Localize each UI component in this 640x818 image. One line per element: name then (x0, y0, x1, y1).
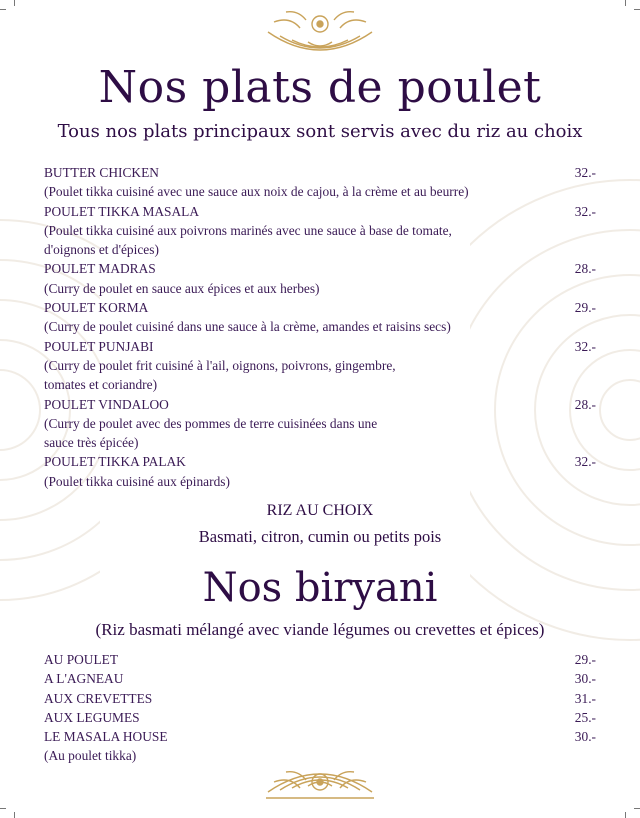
menu-item (44, 650, 596, 669)
crop-mark (0, 9, 6, 10)
dish-price: 28.- (574, 261, 596, 277)
menu-item-row (44, 337, 596, 356)
menu-item-row (44, 202, 596, 221)
menu-item (44, 298, 596, 337)
menu-item (44, 708, 596, 727)
dish-name: POULET TIKKA MASALA (44, 203, 199, 219)
dish-price: 32.- (574, 454, 596, 470)
dish-price: 32.- (574, 203, 596, 219)
dish-description: (Poulet tikka cuisiné aux poivrons marinés avec une sauce à base de tomate, d'oignons et d'épices) (44, 222, 452, 258)
menu-item (44, 452, 596, 491)
dish-name: POULET MADRAS (44, 261, 156, 277)
biryani-list (44, 650, 596, 766)
biryani-section-title: Nos biryani (202, 565, 438, 611)
dish-price: 29.- (574, 652, 596, 667)
dish-name: AU POULET (44, 652, 119, 667)
dish-name: POULET KORMA (44, 300, 149, 316)
rice-options: Basmati, citron, cumin ou petits pois (198, 527, 442, 546)
dish-description: (Poulet tikka cuisiné avec une sauce aux noix de cajou, à la crème et au beurre) (44, 184, 469, 200)
menu-item-row (44, 727, 596, 746)
menu-item-row (44, 452, 596, 471)
menu-item-row (44, 689, 596, 708)
dish-name: LE MASALA HOUSE (44, 729, 168, 745)
menu-item (44, 163, 596, 202)
dish-price: 25.- (574, 709, 596, 725)
menu-item (44, 259, 596, 298)
menu-item-row (44, 298, 596, 317)
menu-item (44, 337, 596, 395)
dish-description: (Curry de poulet frit cuisiné à l'ail, oignons, poivrons, gingembre, tomates et coriandre) (44, 357, 396, 393)
dish-price: 32.- (574, 165, 596, 180)
crop-mark (625, 812, 626, 818)
dish-price: 28.- (574, 396, 596, 412)
dish-name: POULET PUNJABI (44, 338, 154, 354)
dish-price: 30.- (574, 671, 596, 687)
dish-description: (Au poulet tikka) (44, 748, 137, 764)
menu-item-row (44, 259, 596, 278)
dish-name: POULET TIKKA PALAK (44, 454, 186, 470)
dish-price: 31.- (574, 690, 596, 706)
menu-item-row (44, 650, 596, 669)
crop-mark (625, 0, 626, 6)
crop-mark (14, 0, 15, 6)
rice-title: RIZ AU CHOIX (266, 502, 374, 519)
crop-mark (634, 808, 640, 809)
dish-name: A L'AGNEAU (44, 671, 124, 687)
menu-item-row (44, 395, 596, 414)
dish-name: AUX CREVETTES (44, 690, 153, 706)
menu-item-row (44, 163, 596, 182)
top-mandala-ornament (265, 0, 375, 62)
crop-mark (634, 9, 640, 10)
dish-price: 30.- (574, 729, 596, 745)
dish-description: (Poulet tikka cuisiné aux épinards) (44, 473, 230, 489)
dish-name: POULET VINDALOO (44, 396, 169, 412)
dish-price: 29.- (574, 300, 596, 316)
crop-mark (0, 808, 6, 809)
chicken-section-title: Nos plats de poulet (98, 62, 542, 113)
menu-item (44, 689, 596, 708)
menu-item-row (44, 669, 596, 688)
dish-description: (Curry de poulet avec des pommes de terre cuisinées dans une sauce très épicée) (44, 415, 378, 451)
chicken-section-subtitle: Tous nos plats principaux sont servis avec du riz au choix (57, 121, 583, 142)
menu-item (44, 669, 596, 688)
biryani-section-subtitle: (Riz basmati mélangé avec viande légumes ou crevettes et épices) (95, 620, 545, 639)
dish-price: 32.- (574, 338, 596, 354)
dish-description: (Curry de poulet en sauce aux épices et aux herbes) (44, 280, 320, 296)
chicken-dishes-list (44, 163, 596, 491)
crop-mark (14, 812, 15, 818)
menu-item (44, 727, 596, 766)
dish-name: BUTTER CHICKEN (44, 165, 159, 180)
dish-description: (Curry de poulet cuisiné dans une sauce à la crème, amandes et raisins secs) (44, 319, 451, 335)
menu-item (44, 202, 596, 260)
menu-item (44, 395, 596, 453)
dish-name: AUX LEGUMES (44, 709, 140, 725)
menu-item-row (44, 708, 596, 727)
